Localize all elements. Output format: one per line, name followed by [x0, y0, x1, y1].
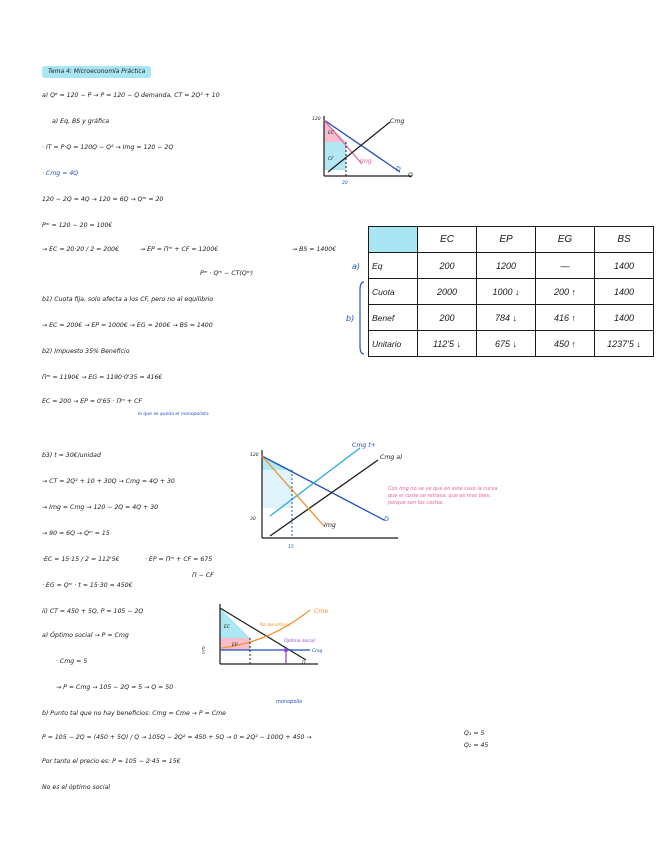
- line-8: Pᵐ · Qᵐ − CT(Qᵐ): [200, 270, 253, 277]
- table-side-a: a): [352, 262, 361, 271]
- line-16: → Img = Cmg → 120 − 2Q = 4Q + 30: [42, 504, 159, 511]
- table-cell: 1400: [595, 279, 654, 305]
- g1-q-value: 20: [342, 181, 348, 186]
- table-cell: 200: [418, 305, 477, 331]
- line-7c: → BS = 1400€: [292, 246, 337, 253]
- table-header: EC: [418, 227, 477, 253]
- g1-img-label: Img: [360, 158, 372, 165]
- line-2: a) Eq, BS y gráfica: [52, 118, 110, 125]
- table-cell: 1200: [477, 253, 536, 279]
- page-title: Tema 4: Microeconomía Práctica: [42, 66, 151, 78]
- line-25-root1: Q₁ = 5: [464, 730, 485, 737]
- line-4: · Cmg = 4Q: [42, 170, 79, 177]
- g2-d-label: D: [384, 516, 389, 523]
- table-cell: 2000: [418, 279, 477, 305]
- line-22: · Cmg = 5: [56, 658, 88, 665]
- table-cell: 112'5 ↓: [418, 331, 477, 357]
- g1-cmg-label: Cmg: [390, 118, 405, 125]
- line-13b: lo que se queda el monopolista: [138, 412, 209, 417]
- line-24: b) Punto tal que no hay beneficios: Cmg = Cme → P = Cme: [42, 710, 226, 717]
- table-cell: 450 ↑: [536, 331, 595, 357]
- line-6: Pᵐ = 120 − 20 = 100€: [42, 222, 113, 229]
- g2-cmg-a-label: Cmg a): [380, 454, 403, 461]
- line-3: · IT = P·Q = 120Q − Q² → Img = 120 − 2Q: [42, 144, 174, 151]
- table-cell: 784 ↓: [477, 305, 536, 331]
- g2-30: 30: [250, 517, 256, 522]
- g1-ec-label: EC: [328, 131, 334, 136]
- table-side-b: b): [346, 314, 355, 323]
- table-row-label: Benef: [369, 305, 418, 331]
- g2-120: 120: [250, 453, 259, 458]
- line-18b: · EP = Πᵐ + CF = 675: [145, 556, 213, 563]
- line-10: → EC = 200€ → EP = 1000€ → EG = 200€ → BS = 1400: [42, 322, 213, 329]
- table-cell: —: [536, 253, 595, 279]
- pink-note: Con Img no se ve que en este caso la curva que el coste se retrasa, que es mas bien, porque son los costos.: [388, 486, 498, 506]
- g1-cf-label: CF: [328, 157, 334, 162]
- g3-d-label: D: [302, 661, 306, 666]
- line-20: ii) CT = 450 + 5Q, P = 105 − 2Q: [42, 608, 144, 615]
- line-25: P = 105 − 2Q = (450 + 5Q) / Q → 105Q − 2Q² = 450 + 5Q → 0 = 2Q² − 100Q + 450 →: [42, 734, 312, 741]
- line-13a: EC = 200 → EP = 0'65 · Πᵐ + CF: [42, 398, 142, 405]
- table-header: EG: [536, 227, 595, 253]
- g3-optimo-label: Óptimo social: [284, 639, 315, 644]
- line-26: Por tanto el precio es: P = 105 − 2·45 = 15€: [42, 758, 181, 765]
- g2-img-label: Img: [324, 522, 336, 529]
- g3-ec-label: EC: [224, 625, 230, 630]
- g3-p-label: P: [202, 647, 205, 652]
- table-row-label: Eq: [369, 253, 418, 279]
- line-18a: ·EC = 15·15 / 2 = 112'5€: [42, 556, 120, 563]
- g3-5-label: 5: [202, 651, 205, 656]
- g2-15: 15: [288, 545, 294, 550]
- table-row-label: Cuota: [369, 279, 418, 305]
- line-25-root2: Q₂ = 45: [464, 742, 489, 749]
- g1-d-label: D: [396, 166, 401, 173]
- table-bracket: [358, 280, 366, 356]
- table-cell: 1237'5 ↓: [595, 331, 654, 357]
- g3-ep-label: EP: [232, 643, 238, 648]
- table-header: BS: [595, 227, 654, 253]
- line-18c: Π − CF: [192, 572, 214, 579]
- line-12: Πᵐ = 1190€ → EG = 1190·0'35 = 416€: [42, 374, 163, 381]
- g1-120: 120: [312, 117, 321, 122]
- line-9: b1) Cuota fija, solo afecta a los CF, pero no al equilibrio: [42, 296, 214, 303]
- table-cell: 1400: [595, 305, 654, 331]
- line-11: b2) Impuesto 35% Beneficio: [42, 348, 130, 355]
- table-row-label: Unitario: [369, 331, 418, 357]
- line-24-note: monopolio: [276, 699, 303, 705]
- table-cell: 1400: [595, 253, 654, 279]
- table-cell: 675 ↓: [477, 331, 536, 357]
- g3-cmg-label: Cmg: [312, 649, 323, 654]
- table-header: EP: [477, 227, 536, 253]
- g3-cme-label: Cme: [314, 608, 329, 615]
- line-21: a) Óptimo social → P = Cmg: [42, 632, 129, 639]
- table-corner: [369, 227, 418, 253]
- results-table: [368, 226, 654, 357]
- table-cell: 200 ↑: [536, 279, 595, 305]
- line-1: a) Qᵈ = 120 − P → P = 120 − Q demanda, CT = 2Q² + 10: [42, 92, 220, 99]
- line-27: No es el óptimo social: [42, 784, 111, 791]
- table-cell: 1000 ↓: [477, 279, 536, 305]
- line-5: 120 − 2Q = 4Q → 120 = 6Q → Qᵐ = 20: [42, 196, 164, 203]
- g1-q-label: Q: [408, 172, 413, 179]
- line-14: b3) t = 30€/unidad: [42, 452, 101, 459]
- line-15: → CT = 2Q² + 10 + 30Q → Cmg = 4Q + 30: [42, 478, 175, 485]
- line-19: · EG = Qᵐ · t = 15·30 = 450€: [42, 582, 133, 589]
- line-7a: → EC = 20·20 / 2 = 200€: [42, 246, 120, 253]
- line-17: → 90 = 6Q → Qᵐ = 15: [42, 530, 110, 537]
- g2-cmg-t-label: Cmg t+: [352, 442, 376, 449]
- line-7b: → EP = Πᵐ + CF = 1200€: [140, 246, 219, 253]
- table-cell: 200: [418, 253, 477, 279]
- line-23: → P = Cmg → 105 − 2Q = 5 → Q = 50: [56, 684, 174, 691]
- g3-no-benef-label: No beneficios: [260, 623, 291, 628]
- table-cell: 416 ↑: [536, 305, 595, 331]
